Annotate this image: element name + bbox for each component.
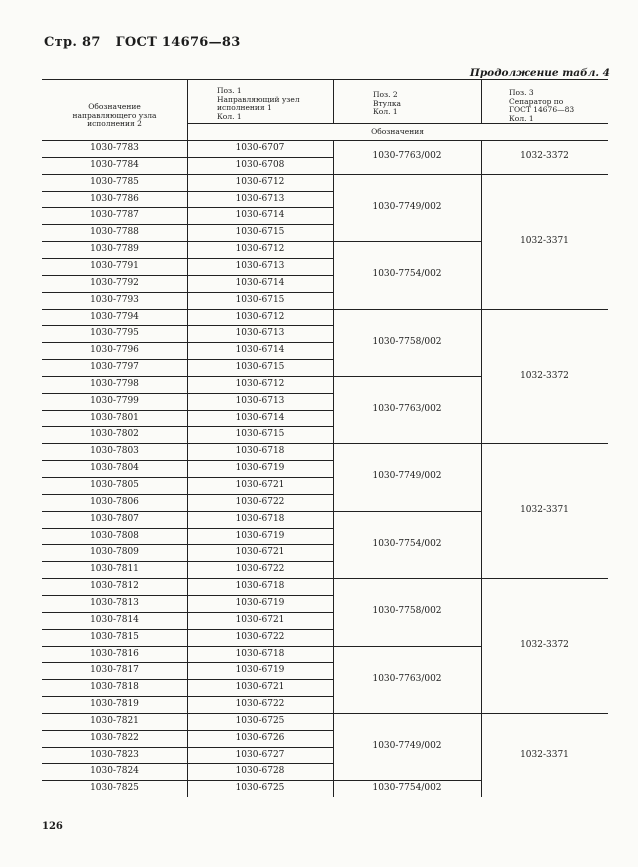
row-guide-unit-cell: 1030-6718	[235, 648, 285, 659]
row-guide-unit-cell: 1030-6719	[235, 463, 285, 474]
col2-header	[217, 87, 300, 121]
col2-header-line: Кол. 1	[217, 111, 242, 121]
col4-header-line: Поз. 3	[509, 88, 534, 97]
table-top-border	[42, 79, 608, 80]
row-guide-unit-cell: 1030-6719	[235, 597, 285, 608]
row-designation-cell: 1030-7824	[90, 766, 139, 777]
designation-table	[42, 79, 608, 811]
col4-header-line: Кол. 1	[509, 113, 534, 123]
row-designation-cell: 1030-7812	[90, 581, 139, 592]
col2-header-line: Направляющий узел	[217, 94, 300, 104]
row-designation-cell: 1030-7797	[90, 362, 139, 373]
row-designation-cell: 1030-7811	[90, 564, 139, 575]
row-guide-unit-cell: 1030-6722	[235, 496, 285, 507]
row-guide-unit-cell: 1030-6714	[235, 345, 285, 356]
row-guide-unit-cell: 1030-6722	[235, 699, 285, 710]
row-guide-unit-cell: 1030-6721	[235, 547, 285, 558]
row-guide-unit-cell: 1030-6721	[235, 614, 285, 625]
row-guide-unit-cell: 1030-6719	[235, 530, 285, 541]
row-guide-unit-cell: 1030-6707	[235, 143, 285, 153]
row-designation-cell: 1030-7796	[90, 345, 139, 356]
bushing-group-cell: 1030-7749/002	[372, 201, 442, 212]
row-guide-unit-cell: 1030-6713	[235, 328, 285, 339]
standard-label: ГОСТ 14676—83	[115, 35, 241, 50]
col3-header	[373, 91, 401, 117]
page-number: 126	[42, 821, 63, 832]
row-guide-unit-cell: 1030-6713	[235, 260, 285, 271]
row-designation-cell: 1030-7788	[90, 227, 139, 238]
row-guide-unit-cell: 1030-6712	[235, 311, 285, 322]
separator-group-cell: 1032-3371	[520, 749, 569, 760]
row-guide-unit-cell: 1030-6712	[235, 378, 285, 389]
bushing-group-cell: 1030-7763/002	[372, 403, 442, 414]
row-designation-cell: 1030-7823	[90, 749, 139, 760]
col3-header-line: Поз. 2	[373, 90, 398, 99]
row-guide-unit-cell: 1030-6721	[235, 682, 285, 693]
col4-header	[509, 89, 574, 123]
row-guide-unit-cell: 1030-6713	[235, 395, 285, 406]
row-designation-cell: 1030-7816	[90, 648, 139, 659]
row-designation-cell: 1030-7809	[90, 547, 139, 558]
row-designation-cell: 1030-7818	[90, 682, 139, 693]
row-designation-cell: 1030-7794	[90, 311, 139, 322]
bushing-group-cell: 1030-7754/002	[372, 538, 442, 549]
row-designation-cell: 1030-7817	[90, 665, 139, 676]
row-designation-cell: 1030-7805	[90, 480, 139, 490]
row-guide-unit-cell: 1030-6727	[235, 749, 285, 760]
row-guide-unit-cell: 1030-6718	[235, 446, 285, 457]
row-guide-unit-cell: 1030-6725	[235, 715, 285, 726]
row-designation-cell: 1030-7807	[90, 513, 139, 524]
row-designation-cell: 1030-7804	[90, 463, 139, 474]
col2-header-line: исполнения 1	[217, 103, 272, 112]
row-designation-cell: 1030-7791	[90, 260, 139, 271]
continuation-label: Продолжение табл. 4	[469, 67, 610, 79]
row-designation-cell: 1030-7819	[90, 699, 139, 710]
bushing-group-cell: 1030-7749/002	[372, 471, 442, 482]
page-label: Стр. 87	[44, 35, 101, 50]
col-divider-2-header	[333, 79, 334, 123]
row-designation-cell: 1030-7821	[90, 715, 139, 726]
separator-group-cell: 1032-3372	[520, 151, 569, 161]
col2-header-line: Поз. 1	[217, 86, 242, 95]
row-designation-cell: 1030-7798	[90, 378, 139, 389]
row-guide-unit-cell: 1030-6715	[235, 227, 285, 238]
row-guide-unit-cell: 1030-6712	[235, 244, 285, 255]
bushing-group-cell: 1030-7754/002	[372, 783, 442, 794]
bushing-group-cell: 1030-7763/002	[372, 151, 442, 161]
row-guide-unit-cell: 1030-6722	[235, 564, 285, 575]
row-guide-unit-cell: 1030-6708	[235, 159, 285, 170]
separator-group-cell: 1032-3372	[520, 370, 569, 381]
separator-group-cell: 1032-3371	[520, 235, 569, 246]
row-designation-cell: 1030-7801	[90, 412, 139, 423]
row-designation-cell: 1030-7786	[90, 193, 139, 204]
row-guide-unit-cell: 1030-6718	[235, 513, 285, 524]
row-guide-unit-cell: 1030-6728	[235, 766, 285, 777]
col3-header-line: Втулка	[373, 98, 401, 108]
row-designation-cell: 1030-7793	[90, 294, 139, 305]
col1-header: Обозначение направляющего узла исполнения 2	[72, 102, 157, 128]
row-guide-unit-cell: 1030-6715	[235, 362, 285, 373]
col4-header-line: Сепаратор по	[509, 96, 564, 106]
row-guide-unit-cell: 1030-6714	[235, 277, 285, 288]
row-guide-unit-cell: 1030-6718	[235, 581, 285, 592]
row-guide-unit-cell: 1030-6714	[235, 412, 285, 423]
row-designation-cell: 1030-7789	[90, 244, 139, 255]
row-designation-cell: 1030-7787	[90, 210, 139, 221]
row-designation-cell: 1030-7784	[90, 159, 139, 170]
bushing-group-cell: 1030-7763/002	[372, 673, 442, 684]
row-guide-unit-cell: 1030-6715	[235, 429, 285, 440]
row-designation-cell: 1030-7799	[90, 395, 139, 406]
row-designation-cell: 1030-7822	[90, 732, 139, 743]
row-designation-cell: 1030-7785	[90, 176, 139, 187]
row-designation-cell: 1030-7803	[90, 446, 139, 457]
page-header	[44, 35, 241, 50]
col-divider-3-header	[481, 79, 482, 123]
row-designation-cell: 1030-7802	[90, 429, 139, 440]
row-designation-cell: 1030-7808	[90, 530, 139, 541]
row-guide-unit-cell: 1030-6721	[235, 480, 285, 490]
row-guide-unit-cell: 1030-6712	[235, 176, 285, 187]
bushing-group-cell: 1030-7754/002	[372, 269, 442, 280]
row-designation-cell: 1030-7783	[90, 143, 139, 153]
row-designation-cell: 1030-7806	[90, 496, 139, 507]
row-guide-unit-cell: 1030-6726	[235, 732, 285, 743]
row-designation-cell: 1030-7813	[90, 597, 139, 608]
row-guide-unit-cell: 1030-6719	[235, 665, 285, 676]
row-designation-cell: 1030-7815	[90, 631, 139, 642]
bushing-group-cell: 1030-7749/002	[372, 740, 442, 751]
row-guide-unit-cell: 1030-6714	[235, 210, 285, 221]
row-guide-unit-cell: 1030-6722	[235, 631, 285, 642]
separator-group-cell: 1032-3372	[520, 640, 569, 651]
row-designation-cell: 1030-7825	[90, 783, 139, 794]
separator-group-cell: 1032-3371	[520, 505, 569, 516]
bushing-group-cell: 1030-7758/002	[372, 606, 442, 617]
bushing-group-cell: 1030-7758/002	[372, 336, 442, 347]
col3-header-line: Кол. 1	[373, 107, 398, 116]
subheader-designations: Обозначения	[371, 127, 424, 136]
row-designation-cell: 1030-7814	[90, 614, 139, 625]
row-guide-unit-cell: 1030-6715	[235, 294, 285, 305]
row-designation-cell: 1030-7795	[90, 328, 139, 339]
row-guide-unit-cell: 1030-6725	[235, 783, 285, 794]
row-designation-cell: 1030-7792	[90, 277, 139, 288]
col4-header-line: ГОСТ 14676—83	[509, 105, 575, 114]
row-guide-unit-cell: 1030-6713	[235, 193, 285, 204]
